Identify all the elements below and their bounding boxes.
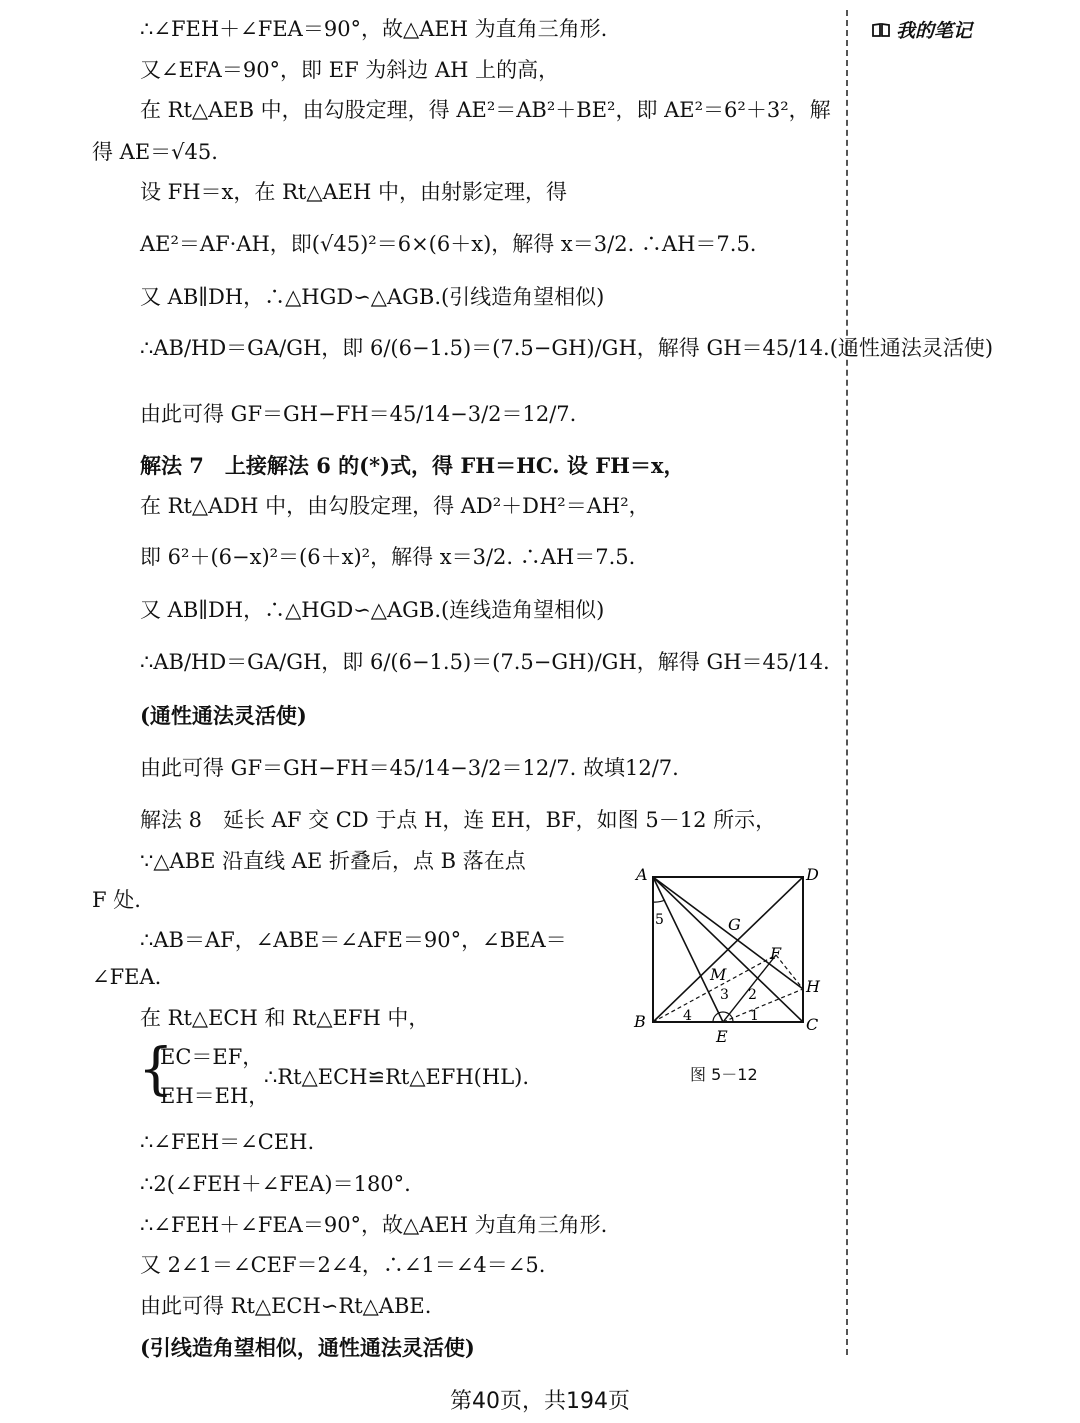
system-brace: { — [138, 1037, 174, 1102]
text-line: AE²＝AF·AH，即(√45)²＝6×(6＋x)，解得 x＝3/2. ∴AH＝7.5. — [140, 232, 757, 256]
text-line: 在 Rt△ADH 中，由勾股定理，得 AD²＋DH²＝AH²， — [140, 494, 650, 518]
text-line: ∴∠FEH＋∠FEA＝90°，故△AEH 为直角三角形. — [140, 1213, 608, 1237]
figure-label: M — [710, 965, 727, 984]
margin-divider — [846, 10, 848, 1355]
text-line: ∴Rt△ECH≌Rt△EFH(HL). — [264, 1065, 530, 1089]
notes-header — [872, 16, 972, 43]
text-line: ∴AB＝AF，∠ABE＝∠AFE＝90°，∠BEA＝ — [140, 928, 567, 952]
text-line: 又 AB∥DH，∴△HGD∽△AGB.(连线造角望相似) — [140, 598, 605, 622]
figure-label: A — [636, 865, 648, 884]
text-line: 在 Rt△AEB 中，由勾股定理，得 AE²＝AB²＋BE²，即 AE²＝6²＋3²，解 — [140, 98, 831, 122]
text-line: ∴∠FEH＝∠CEH. — [140, 1130, 315, 1154]
open-book-icon — [872, 23, 890, 37]
figure-label: F — [770, 944, 782, 963]
text-line: (引线造角望相似，通性通法灵活使) — [140, 1335, 475, 1360]
notes-header-label: 我的笔记 — [896, 20, 973, 42]
figure-label: B — [634, 1012, 646, 1031]
text-line: 由此可得 Rt△ECH∽Rt△ABE. — [140, 1294, 432, 1318]
geometry-figure — [628, 862, 828, 1052]
system-equation: EH＝EH， — [160, 1084, 270, 1108]
text-line: 得 AE＝√45. — [92, 140, 218, 164]
figure-label: 1 — [750, 1008, 759, 1024]
figure-label: G — [728, 915, 741, 934]
text-line: ∠FEA. — [92, 965, 162, 989]
text-line: 又 2∠1＝∠CEF＝2∠4，∴∠1＝∠4＝∠5. — [140, 1253, 546, 1277]
figure-label: C — [806, 1015, 819, 1034]
text-line: 由此可得 GF＝GH−FH＝45/14−3/2＝12/7. — [140, 402, 577, 426]
text-line: ∵△ABE 沿直线 AE 折叠后，点 B 落在点 — [140, 849, 526, 873]
solution-8-heading: 解法 8 延长 AF 交 CD 于点 H，连 EH，BF，如图 5－12 所示， — [140, 808, 777, 832]
figure-label: D — [806, 865, 819, 884]
solution-7-heading: 解法 7 上接解法 6 的(*)式，得 FH＝HC. 设 FH＝x， — [140, 453, 685, 478]
text-line: F 处. — [92, 888, 141, 912]
figure-label: 5 — [655, 912, 664, 928]
text-line: 又∠EFA＝90°，即 EF 为斜边 AH 上的高， — [140, 58, 560, 82]
text-line: ∴AB/HD＝GA/GH，即 6/(6−1.5)＝(7.5−GH)/GH，解得 GH＝45/14. — [140, 650, 830, 674]
text-line: (通性通法灵活使) — [140, 703, 307, 728]
figure-label: H — [806, 977, 820, 996]
page-number-footer: 第40页，共194页 — [450, 1389, 630, 1414]
figure-label: E — [716, 1027, 728, 1046]
figure-label: 3 — [720, 987, 729, 1003]
text-line: ∴AB/HD＝GA/GH，即 6/(6−1.5)＝(7.5−GH)/GH，解得 GH＝45/14.(通性通法灵活使) — [140, 336, 994, 360]
text-line: 由此可得 GF＝GH−FH＝45/14−3/2＝12/7. 故填12/7. — [140, 756, 679, 780]
text-line: 又 AB∥DH，∴△HGD∽△AGB.(引线造角望相似) — [140, 285, 605, 309]
text-line: 即 6²＋(6−x)²＝(6＋x)²，解得 x＝3/2. ∴AH＝7.5. — [140, 545, 636, 569]
figure-label: 2 — [748, 987, 757, 1003]
text-line: ∴2(∠FEH＋∠FEA)＝180°. — [140, 1172, 411, 1196]
figure-caption: 图 5－12 — [690, 1065, 758, 1084]
text-line: 设 FH＝x，在 Rt△AEH 中，由射影定理，得 — [140, 180, 567, 204]
system-equation: EC＝EF， — [160, 1045, 264, 1069]
figure-label: 4 — [683, 1008, 692, 1024]
text-line: 在 Rt△ECH 和 Rt△EFH 中， — [140, 1006, 430, 1030]
text-line: ∴∠FEH＋∠FEA＝90°，故△AEH 为直角三角形. — [140, 17, 608, 41]
